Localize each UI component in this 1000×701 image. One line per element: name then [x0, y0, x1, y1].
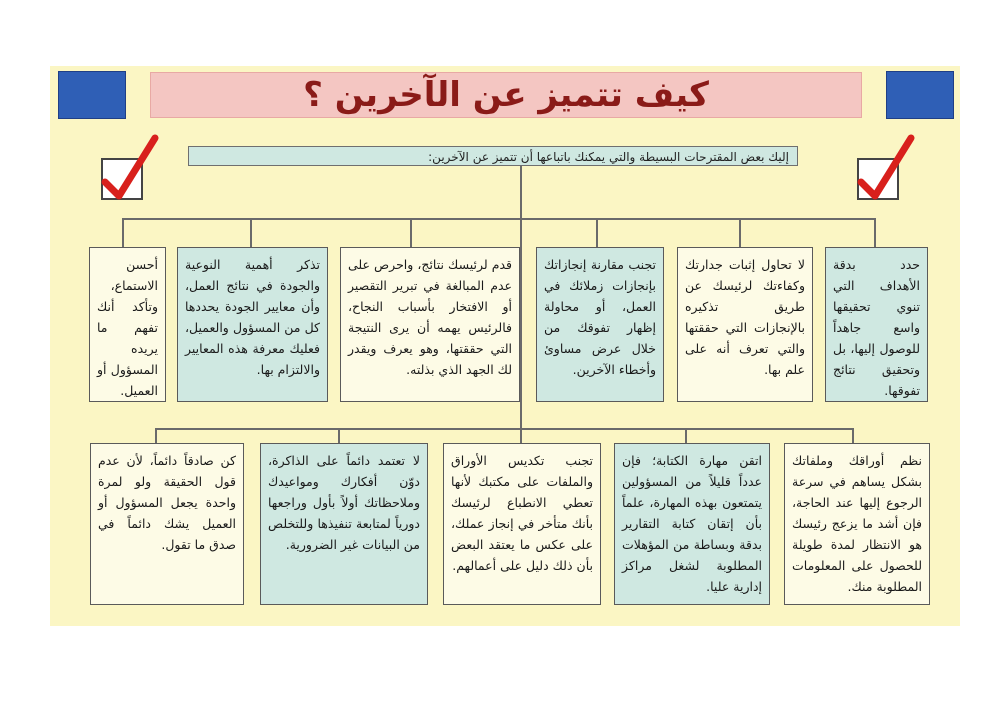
- trunk-line: [520, 166, 522, 429]
- tip-box: لا تحاول إثبات جدارتك وكفاءتك لرئيسك عن طريق تذكيره بالإنجازات التي حققتها والتي تعرف أنه على علم بها.: [677, 247, 813, 402]
- tip-box: لا تعتمد دائماً على الذاكرة، دوّن أفكارك ومواعيدك وملاحظاتك أولاً بأول وراجعها دورياً لمتابعة تنفيذها وللتخلص من البيانات غير الضرورية.: [260, 443, 428, 605]
- drop-line: [338, 428, 340, 444]
- tip-box: قدم لرئيسك نتائج، واحرص على عدم المبالغة في تبرير التقصير أو الافتخار بأسباب النجاح، فالرئيس يهمه أن يرى النتيجة التي حققتها، وهو يعرف ويقدر لك الجهد الذي بذلته.: [340, 247, 520, 402]
- tip-box: تذكر أهمية النوعية والجودة في نتائج العمل، وأن معايير الجودة يحددها كل من المسؤول والعميل، فعليك معرفة هذه المعايير والالتزام بها.: [177, 247, 328, 402]
- bottom-branch-line: [155, 428, 854, 430]
- tip-box: كن صادقاً دائماً، لأن عدم قول الحقيقة ولو لمرة واحدة يجعل المسؤول أو العميل يشك دائماً في صدق ما تقول.: [90, 443, 244, 605]
- tip-box: تجنب مقارنة إنجازاتك بإنجازات زملائك في العمل، أو محاولة إظهار تفوقك من خلال عرض مساوئ وأخطاء الآخرين.: [536, 247, 664, 402]
- tip-box: حدد بدقة الأهداف التي تنوي تحقيقها واسع جاهداً للوصول إليها، بل وتحقيق نتائج تفوقها.: [825, 247, 928, 402]
- title-band: [150, 72, 862, 118]
- left-blue-block: [58, 71, 126, 119]
- drop-line: [155, 428, 157, 444]
- tip-box: أحسن الاستماع، وتأكد أنك تفهم ما يريده المسؤول أو العميل.: [89, 247, 166, 402]
- right-checkbox: [857, 158, 899, 200]
- drop-line: [852, 428, 854, 444]
- drop-line: [596, 218, 598, 248]
- check-mark-icon: [855, 134, 915, 204]
- left-checkbox: [101, 158, 143, 200]
- right-blue-block: [886, 71, 954, 119]
- drop-line: [739, 218, 741, 248]
- tip-box: اتقن مهارة الكتابة؛ فإن عدداً قليلاً من المسؤولين يتمتعون بهذه المهارة، علماً بأن إتقان كتابة التقارير بدقة وبساطة من المؤهلات المطلوبة لشغل مراكز إدارية عليا.: [614, 443, 770, 605]
- page-title: كيف تتميز عن الآخرين ؟: [303, 75, 709, 115]
- drop-line: [874, 218, 876, 248]
- drop-line: [250, 218, 252, 248]
- top-branch-line: [122, 218, 876, 220]
- drop-line: [520, 428, 522, 444]
- check-mark-icon: [99, 134, 159, 204]
- intro-banner: إليك بعض المقترحات البسيطة والتي يمكنك باتباعها أن تتميز عن الآخرين:: [188, 146, 798, 166]
- tip-box: تجنب تكديس الأوراق والملفات على مكتبك لأنها تعطي الانطباع لرئيسك بأنك متأخر في إنجاز عملك، على عكس ما يعتقد البعض بأن ذلك دليل على أعمالهم.: [443, 443, 601, 605]
- drop-line: [410, 218, 412, 248]
- drop-line: [122, 218, 124, 248]
- drop-line: [685, 428, 687, 444]
- tip-box: نظم أوراقك وملفاتك بشكل يساهم في سرعة الرجوع إليها عند الحاجة، فإن أشد ما يزعج رئيسك هو الانتظار لمدة طويلة للحصول على المعلومات المطلوبة منك.: [784, 443, 930, 605]
